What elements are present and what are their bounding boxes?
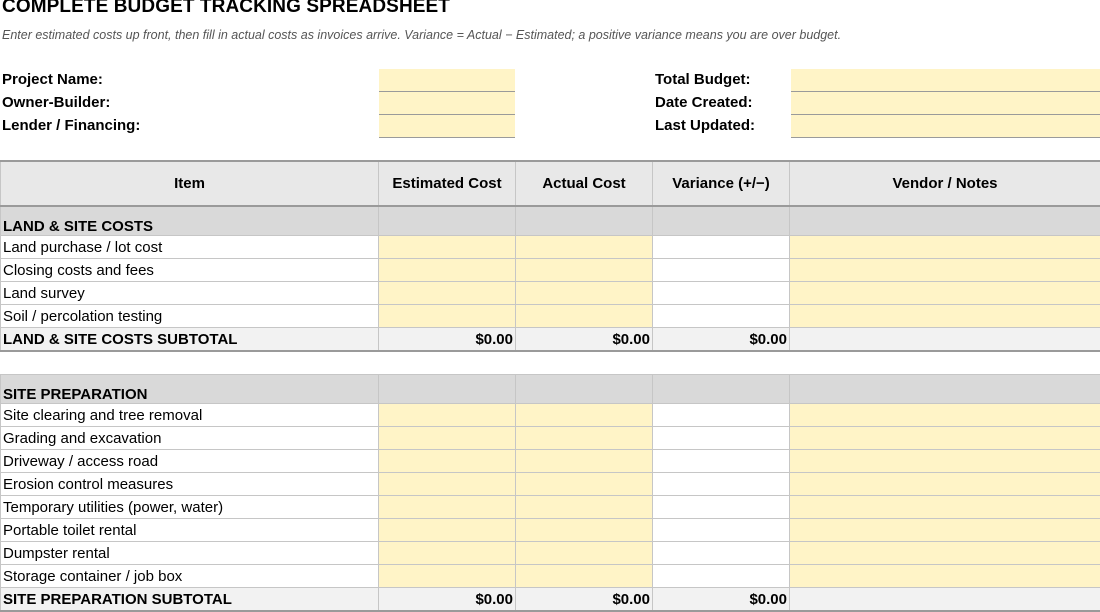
vendor-notes-cell[interactable] — [790, 404, 1100, 427]
item-label: Erosion control measures — [1, 473, 379, 496]
vendor-notes-cell[interactable] — [790, 565, 1100, 588]
table-row — [1, 496, 1100, 519]
table-row — [1, 259, 1100, 282]
project-name-input[interactable] — [379, 69, 515, 92]
total-budget-input[interactable] — [791, 69, 1100, 92]
table-row — [1, 473, 1100, 496]
actual-cost-cell[interactable] — [516, 473, 653, 496]
total-budget-label: Total Budget: — [655, 71, 751, 88]
column-header-variance: Variance (+/−) — [653, 161, 790, 206]
table-row — [1, 236, 1100, 259]
column-header-actual: Actual Cost — [516, 161, 653, 206]
vendor-notes-cell[interactable] — [790, 427, 1100, 450]
section-header-row — [1, 375, 1100, 404]
actual-cost-cell[interactable] — [516, 450, 653, 473]
section-header-row — [1, 206, 1100, 236]
vendor-notes-cell[interactable] — [790, 282, 1100, 305]
actual-cost-cell[interactable] — [516, 565, 653, 588]
estimated-cost-cell[interactable] — [379, 259, 516, 282]
estimated-cost-cell[interactable] — [379, 427, 516, 450]
item-label: Driveway / access road — [1, 450, 379, 473]
actual-cost-cell[interactable] — [516, 305, 653, 328]
spacer-row — [1, 351, 1100, 375]
actual-cost-cell[interactable] — [516, 519, 653, 542]
estimated-cost-cell[interactable] — [379, 282, 516, 305]
table-row — [1, 404, 1100, 427]
item-label: Temporary utilities (power, water) — [1, 496, 379, 519]
item-label: Land purchase / lot cost — [1, 236, 379, 259]
subtotal-estimated: $0.00 — [379, 328, 516, 352]
variance-cell — [653, 519, 790, 542]
actual-cost-cell[interactable] — [516, 236, 653, 259]
estimated-cost-cell[interactable] — [379, 236, 516, 259]
estimated-cost-cell[interactable] — [379, 305, 516, 328]
actual-cost-cell[interactable] — [516, 404, 653, 427]
variance-cell — [653, 236, 790, 259]
item-label: Dumpster rental — [1, 542, 379, 565]
vendor-notes-cell[interactable] — [790, 542, 1100, 565]
item-label: Site clearing and tree removal — [1, 404, 379, 427]
actual-cost-cell[interactable] — [516, 282, 653, 305]
vendor-notes-cell[interactable] — [790, 236, 1100, 259]
item-label: Grading and excavation — [1, 427, 379, 450]
subtotal-label: SITE PREPARATION SUBTOTAL — [1, 588, 379, 612]
subtotal-variance: $0.00 — [653, 328, 790, 352]
item-label: Closing costs and fees — [1, 259, 379, 282]
last-updated-input[interactable] — [791, 115, 1100, 138]
vendor-notes-cell[interactable] — [790, 450, 1100, 473]
actual-cost-cell[interactable] — [516, 259, 653, 282]
section-title: LAND & SITE COSTS — [1, 206, 379, 236]
estimated-cost-cell[interactable] — [379, 519, 516, 542]
variance-cell — [653, 473, 790, 496]
subtotal-notes — [790, 328, 1100, 352]
subtotal-actual: $0.00 — [516, 328, 653, 352]
column-header-row — [1, 161, 1100, 206]
column-header-estimated: Estimated Cost — [379, 161, 516, 206]
subtotal-notes — [790, 588, 1100, 612]
variance-cell — [653, 404, 790, 427]
sheet-title: COMPLETE BUDGET TRACKING SPREADSHEET — [2, 0, 450, 18]
item-label: Portable toilet rental — [1, 519, 379, 542]
variance-cell — [653, 496, 790, 519]
column-header-vendor-notes: Vendor / Notes — [790, 161, 1100, 206]
item-label: Soil / percolation testing — [1, 305, 379, 328]
subtotal-estimated: $0.00 — [379, 588, 516, 612]
owner-builder-input[interactable] — [379, 92, 515, 115]
table-row — [1, 519, 1100, 542]
subtotal-variance: $0.00 — [653, 588, 790, 612]
variance-cell — [653, 450, 790, 473]
column-header-item: Item — [1, 161, 379, 206]
date-created-input[interactable] — [791, 92, 1100, 115]
sheet-instructions: Enter estimated costs up front, then fill in actual costs as invoices arrive. Variance = Actual − Estimated; a positive variance means you are over budget. — [2, 28, 841, 42]
variance-cell — [653, 565, 790, 588]
item-label: Land survey — [1, 282, 379, 305]
table-row — [1, 305, 1100, 328]
section-title: SITE PREPARATION — [1, 375, 379, 404]
estimated-cost-cell[interactable] — [379, 496, 516, 519]
estimated-cost-cell[interactable] — [379, 565, 516, 588]
variance-cell — [653, 427, 790, 450]
lender-label: Lender / Financing: — [2, 117, 140, 134]
item-label: Storage container / job box — [1, 565, 379, 588]
estimated-cost-cell[interactable] — [379, 473, 516, 496]
last-updated-label: Last Updated: — [655, 117, 755, 134]
variance-cell — [653, 259, 790, 282]
table-row — [1, 450, 1100, 473]
vendor-notes-cell[interactable] — [790, 473, 1100, 496]
actual-cost-cell[interactable] — [516, 496, 653, 519]
lender-input[interactable] — [379, 115, 515, 138]
estimated-cost-cell[interactable] — [379, 542, 516, 565]
estimated-cost-cell[interactable] — [379, 404, 516, 427]
estimated-cost-cell[interactable] — [379, 450, 516, 473]
date-created-label: Date Created: — [655, 94, 753, 111]
project-name-label: Project Name: — [2, 71, 103, 88]
subtotal-row — [1, 588, 1100, 612]
table-row — [1, 565, 1100, 588]
subtotal-label: LAND & SITE COSTS SUBTOTAL — [1, 328, 379, 352]
table-row — [1, 542, 1100, 565]
table-row — [1, 282, 1100, 305]
subtotal-actual: $0.00 — [516, 588, 653, 612]
variance-cell — [653, 542, 790, 565]
budget-table — [0, 160, 1100, 612]
table-row — [1, 427, 1100, 450]
actual-cost-cell[interactable] — [516, 542, 653, 565]
variance-cell — [653, 305, 790, 328]
vendor-notes-cell[interactable] — [790, 305, 1100, 328]
vendor-notes-cell[interactable] — [790, 519, 1100, 542]
variance-cell — [653, 282, 790, 305]
subtotal-row — [1, 328, 1100, 352]
vendor-notes-cell[interactable] — [790, 259, 1100, 282]
actual-cost-cell[interactable] — [516, 427, 653, 450]
vendor-notes-cell[interactable] — [790, 496, 1100, 519]
owner-builder-label: Owner-Builder: — [2, 94, 110, 111]
